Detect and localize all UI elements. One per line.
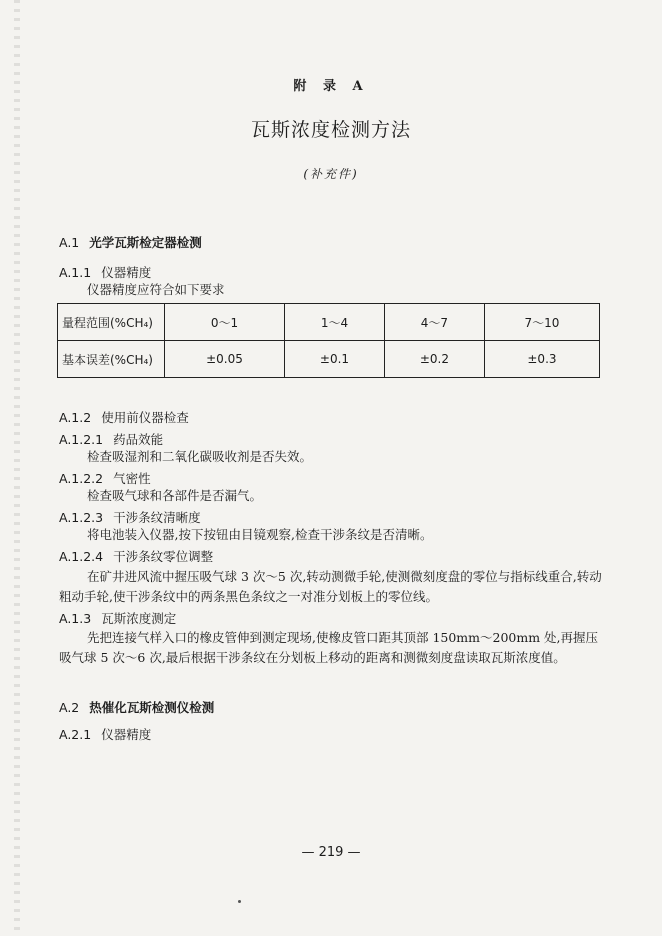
table-cell: ±0.2 — [384, 341, 484, 378]
section-a1-2-4-heading — [59, 547, 213, 565]
table-cell: 0～1 — [165, 304, 285, 341]
table-cell: ±0.3 — [484, 341, 599, 378]
section-title: 干涉条纹清晰度 — [113, 510, 201, 525]
section-a1-heading — [59, 233, 202, 251]
scan-speck — [238, 900, 241, 903]
section-title: 干涉条纹零位调整 — [113, 549, 214, 564]
section-number: A.1.1 — [59, 265, 92, 280]
section-a1-2-heading — [59, 408, 189, 426]
section-a1-2-3-text: 将电池装入仪器,按下按钮由目镜观察,检查干涉条纹是否清晰。 — [87, 527, 433, 542]
table-cell: 1～4 — [284, 304, 384, 341]
section-a1-1-heading — [59, 263, 151, 281]
section-title: 药品效能 — [113, 432, 164, 447]
section-number: A.1 — [59, 235, 80, 250]
section-a1-3-heading — [59, 609, 176, 627]
table-cell: 4～7 — [384, 304, 484, 341]
page-number: — 219 — — [301, 845, 361, 860]
section-number: A.1.3 — [59, 611, 92, 626]
section-title: 瓦斯浓度测定 — [101, 611, 177, 626]
section-title: 仪器精度 — [101, 265, 152, 280]
page-title: 瓦斯浓度检测方法 — [250, 119, 411, 141]
table-cell: ±0.05 — [165, 341, 285, 378]
section-title: 气密性 — [113, 471, 151, 486]
table-row — [58, 304, 600, 341]
section-a1-2-4-text: 在矿井进风流中握压吸气球 3 次～5 次,转动测微手轮,使测微刻度盘的零位与指标线重合,转动粗动手轮,使干涉条纹中的两条黑色条纹之一对准分划板上的零位线。 — [59, 569, 602, 604]
section-number: A.1.2.3 — [59, 510, 104, 525]
section-number: A.1.2.1 — [59, 432, 104, 447]
section-a2-heading — [59, 698, 214, 716]
section-a2-1-heading — [59, 725, 151, 743]
section-a1-3-text: 先把连接气样入口的橡皮管伸到测定现场,使橡皮管口距其顶部 150mm～200mm 处,再握压吸气球 5 次～6 次,最后根据干涉条纹在分划板上移动的距离和测微刻度盘读取瓦斯浓度值。 — [59, 630, 599, 665]
section-number: A.1.2.4 — [59, 549, 104, 564]
section-a1-2-2-heading — [59, 469, 151, 487]
table-cell: ±0.1 — [284, 341, 384, 378]
appendix-label: 附 录 A — [293, 79, 369, 94]
table-row-label: 基本误差(%CH₄) — [58, 341, 165, 378]
page-subtitle: (补充件) — [303, 167, 359, 181]
section-number: A.1.2 — [59, 410, 92, 425]
section-number: A.1.2.2 — [59, 471, 104, 486]
section-title: 仪器精度 — [101, 727, 152, 742]
table-row — [58, 341, 600, 378]
table-row-label: 量程范围(%CH₄) — [58, 304, 165, 341]
section-a1-2-1-text: 检查吸湿剂和二氧化碳吸收剂是否失效。 — [87, 449, 313, 464]
section-title: 光学瓦斯检定器检测 — [89, 235, 202, 250]
section-a1-2-1-heading — [59, 430, 163, 448]
section-title: 热催化瓦斯检测仪检测 — [89, 700, 215, 715]
section-number: A.2 — [59, 700, 80, 715]
section-a1-2-3-heading — [59, 508, 201, 526]
section-a1-1-text: 仪器精度应符合如下要求 — [87, 282, 225, 297]
section-a1-2-2-text: 检查吸气球和各部件是否漏气。 — [87, 488, 263, 503]
section-title: 使用前仪器检查 — [101, 410, 189, 425]
section-number: A.2.1 — [59, 727, 92, 742]
table-cell: 7～10 — [484, 304, 599, 341]
precision-table — [57, 303, 600, 378]
